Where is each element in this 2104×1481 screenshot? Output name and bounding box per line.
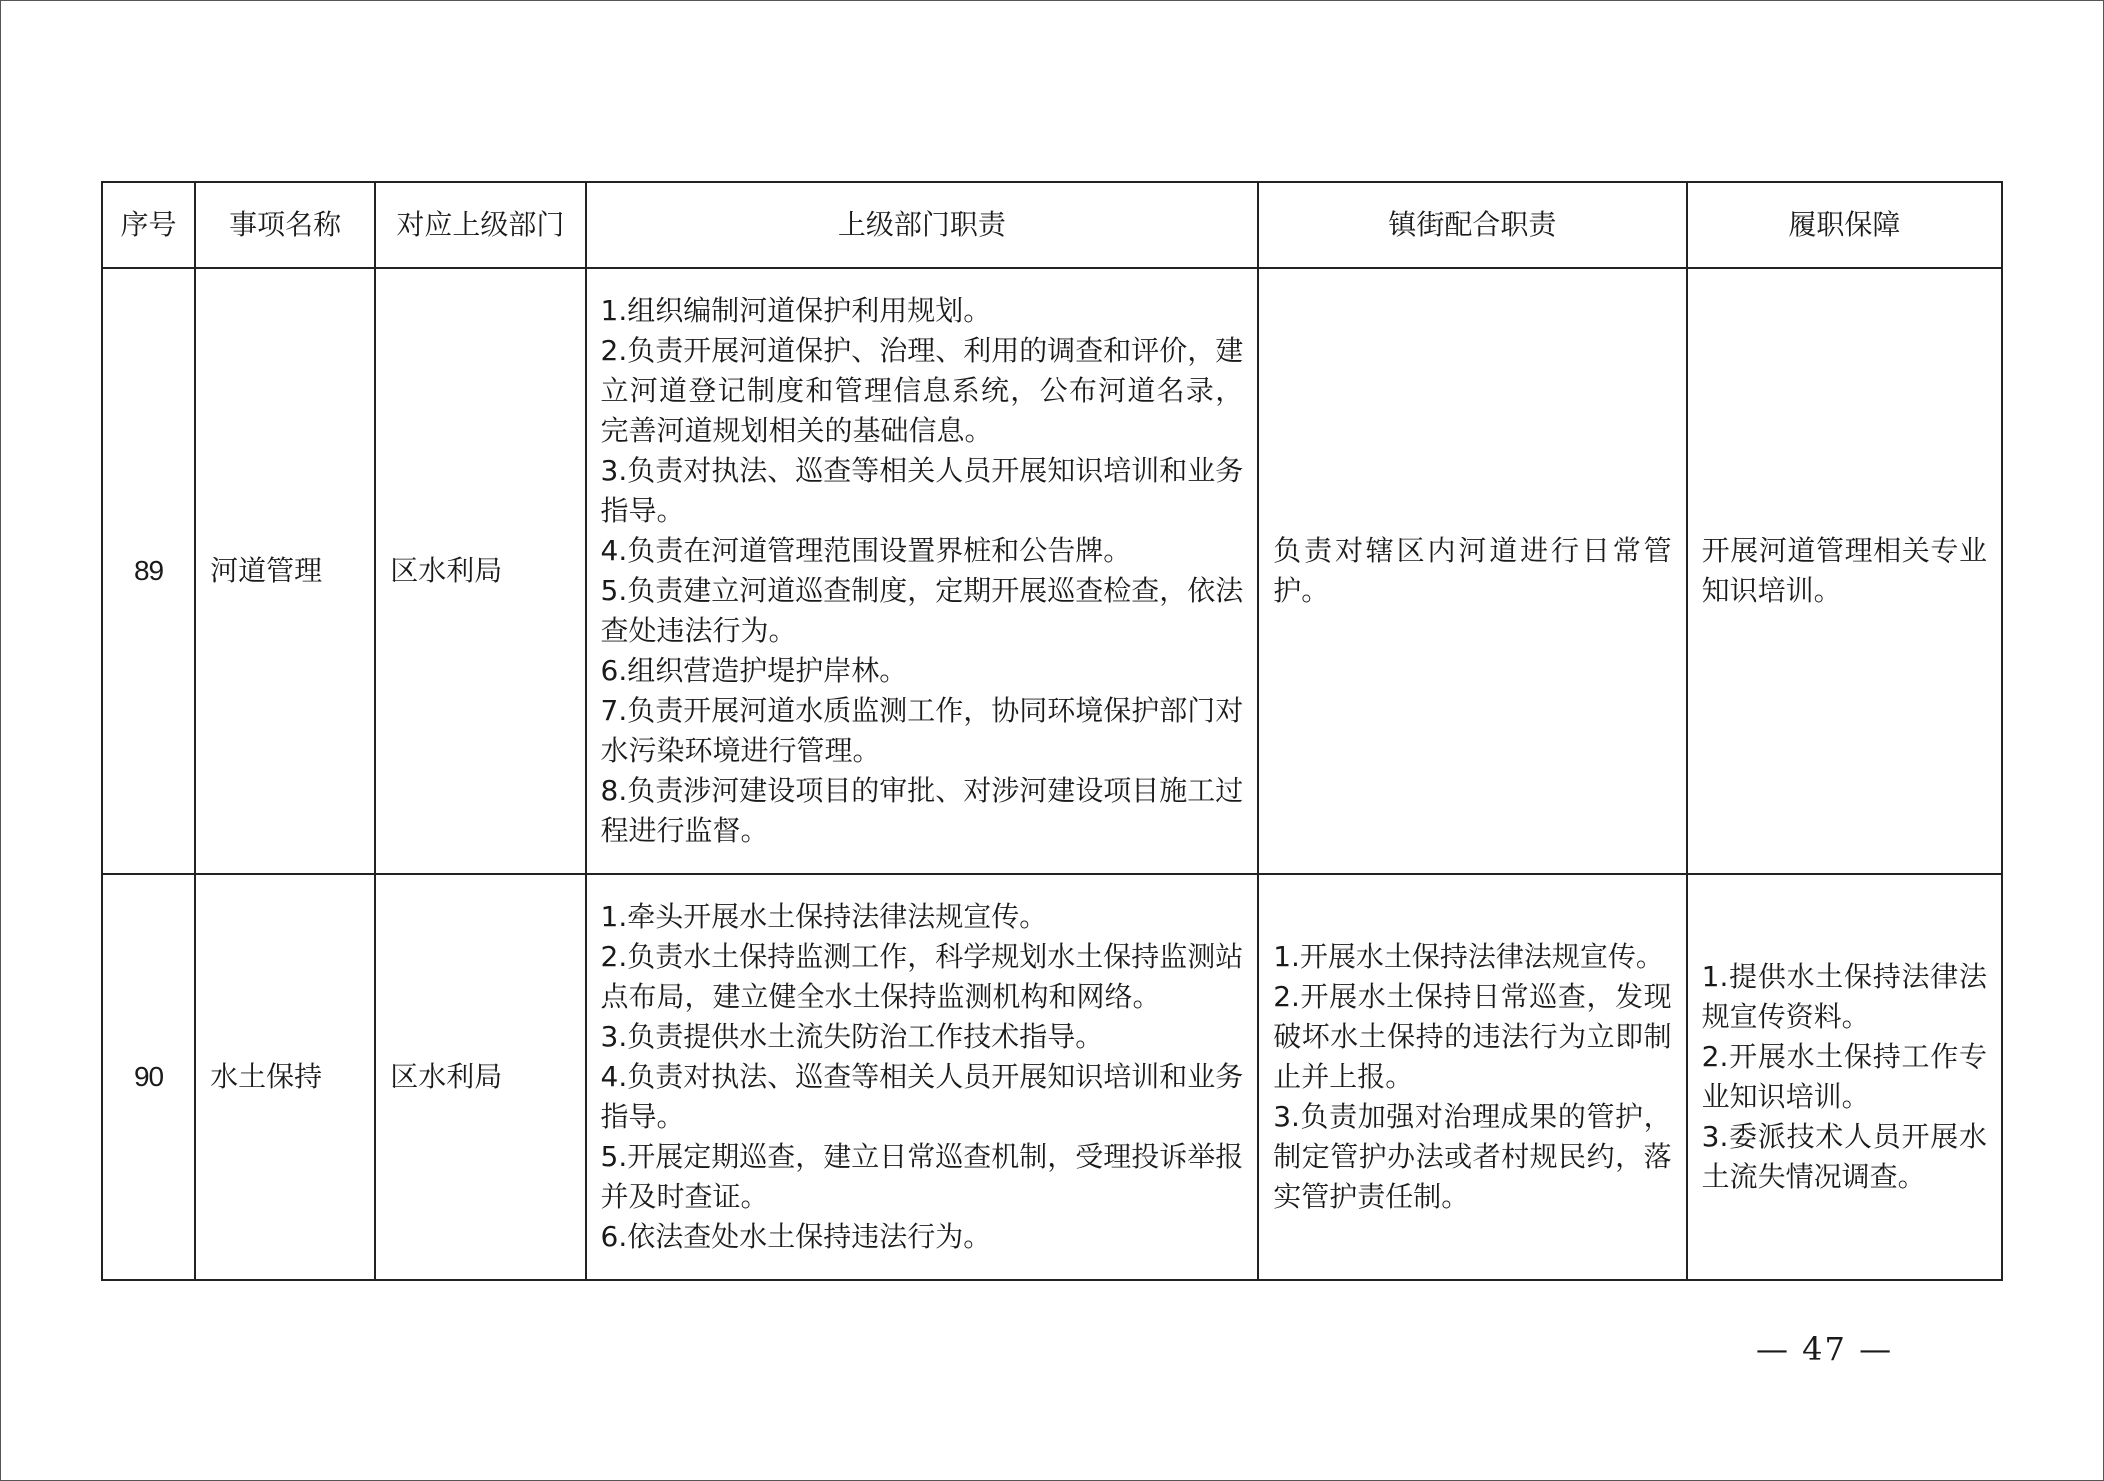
cell-name: 水土保持: [195, 874, 375, 1280]
town-duty-item: 1.开展水土保持法律法规宣传。: [1273, 940, 1664, 973]
guarantee-item: 3.委派技术人员开展水土流失情况调查。: [1701, 1120, 1987, 1193]
upper-duty-item: 1.组织编制河道保护利用规划。: [600, 294, 992, 327]
upper-duty-item: 2.负责水土保持监测工作，科学规划水土保持监测站点布局，建立健全水土保持监测机构和网络。: [600, 940, 1244, 1013]
upper-duty-item: 1.牵头开展水土保持法律法规宣传。: [600, 900, 1048, 933]
upper-duty-item: 3.负责对执法、巡查等相关人员开展知识培训和业务指导。: [600, 454, 1244, 527]
cell-name: 河道管理: [195, 268, 375, 874]
duty-table: [101, 181, 2003, 1281]
upper-duty-item: 6.依法查处水土保持违法行为。: [600, 1220, 992, 1253]
cell-upper-duty: [586, 268, 1259, 874]
guarantee-item: 1.提供水土保持法律法规宣传资料。: [1701, 960, 1987, 1033]
page-number: — 47 —: [1756, 1330, 1894, 1368]
header-town-duty: 镇街配合职责: [1258, 182, 1686, 268]
cell-guarantee: [1687, 268, 2002, 874]
cell-guarantee: [1687, 874, 2002, 1280]
header-dept: 对应上级部门: [375, 182, 585, 268]
upper-duty-item: 4.负责对执法、巡查等相关人员开展知识培训和业务指导。: [600, 1060, 1244, 1133]
header-seq: 序号: [102, 182, 195, 268]
cell-seq: 90: [102, 874, 195, 1280]
guarantee-item: 2.开展水土保持工作专业知识培训。: [1701, 1040, 1987, 1113]
cell-upper-duty: [586, 874, 1259, 1280]
header-guarantee: 履职保障: [1687, 182, 2002, 268]
upper-duty-item: 6.组织营造护堤护岸林。: [600, 654, 908, 687]
guarantee-item: 开展河道管理相关专业知识培训。: [1701, 534, 1987, 607]
cell-dept: 区水利局: [375, 268, 585, 874]
town-duty-item: 负责对辖区内河道进行日常管护。: [1273, 534, 1672, 607]
table-header-row: [102, 182, 2002, 268]
upper-duty-item: 5.开展定期巡查，建立日常巡查机制，受理投诉举报并及时查证。: [600, 1140, 1244, 1213]
town-duty-item: 3.负责加强对治理成果的管护，制定管护办法或者村规民约，落实管护责任制。: [1273, 1100, 1672, 1213]
cell-town-duty: [1258, 874, 1686, 1280]
upper-duty-item: 3.负责提供水土流失防治工作技术指导。: [600, 1020, 1104, 1053]
upper-duty-item: 7.负责开展河道水质监测工作，协同环境保护部门对水污染环境进行管理。: [600, 694, 1244, 767]
town-duty-item: 2.开展水土保持日常巡查，发现破坏水土保持的违法行为立即制止并上报。: [1273, 980, 1672, 1093]
cell-town-duty: [1258, 268, 1686, 874]
upper-duty-item: 4.负责在河道管理范围设置界桩和公告牌。: [600, 534, 1132, 567]
upper-duty-item: 2.负责开展河道保护、治理、利用的调查和评价，建立河道登记制度和管理信息系统，公布河道名录，完善河道规划相关的基础信息。: [600, 334, 1244, 447]
cell-seq: 89: [102, 268, 195, 874]
upper-duty-item: 8.负责涉河建设项目的审批、对涉河建设项目施工过程进行监督。: [600, 774, 1244, 847]
table-row: [102, 874, 2002, 1280]
header-upper-duty: 上级部门职责: [586, 182, 1259, 268]
upper-duty-item: 5.负责建立河道巡查制度，定期开展巡查检查，依法查处违法行为。: [600, 574, 1244, 647]
table-row: [102, 268, 2002, 874]
header-name: 事项名称: [195, 182, 375, 268]
cell-dept: 区水利局: [375, 874, 585, 1280]
